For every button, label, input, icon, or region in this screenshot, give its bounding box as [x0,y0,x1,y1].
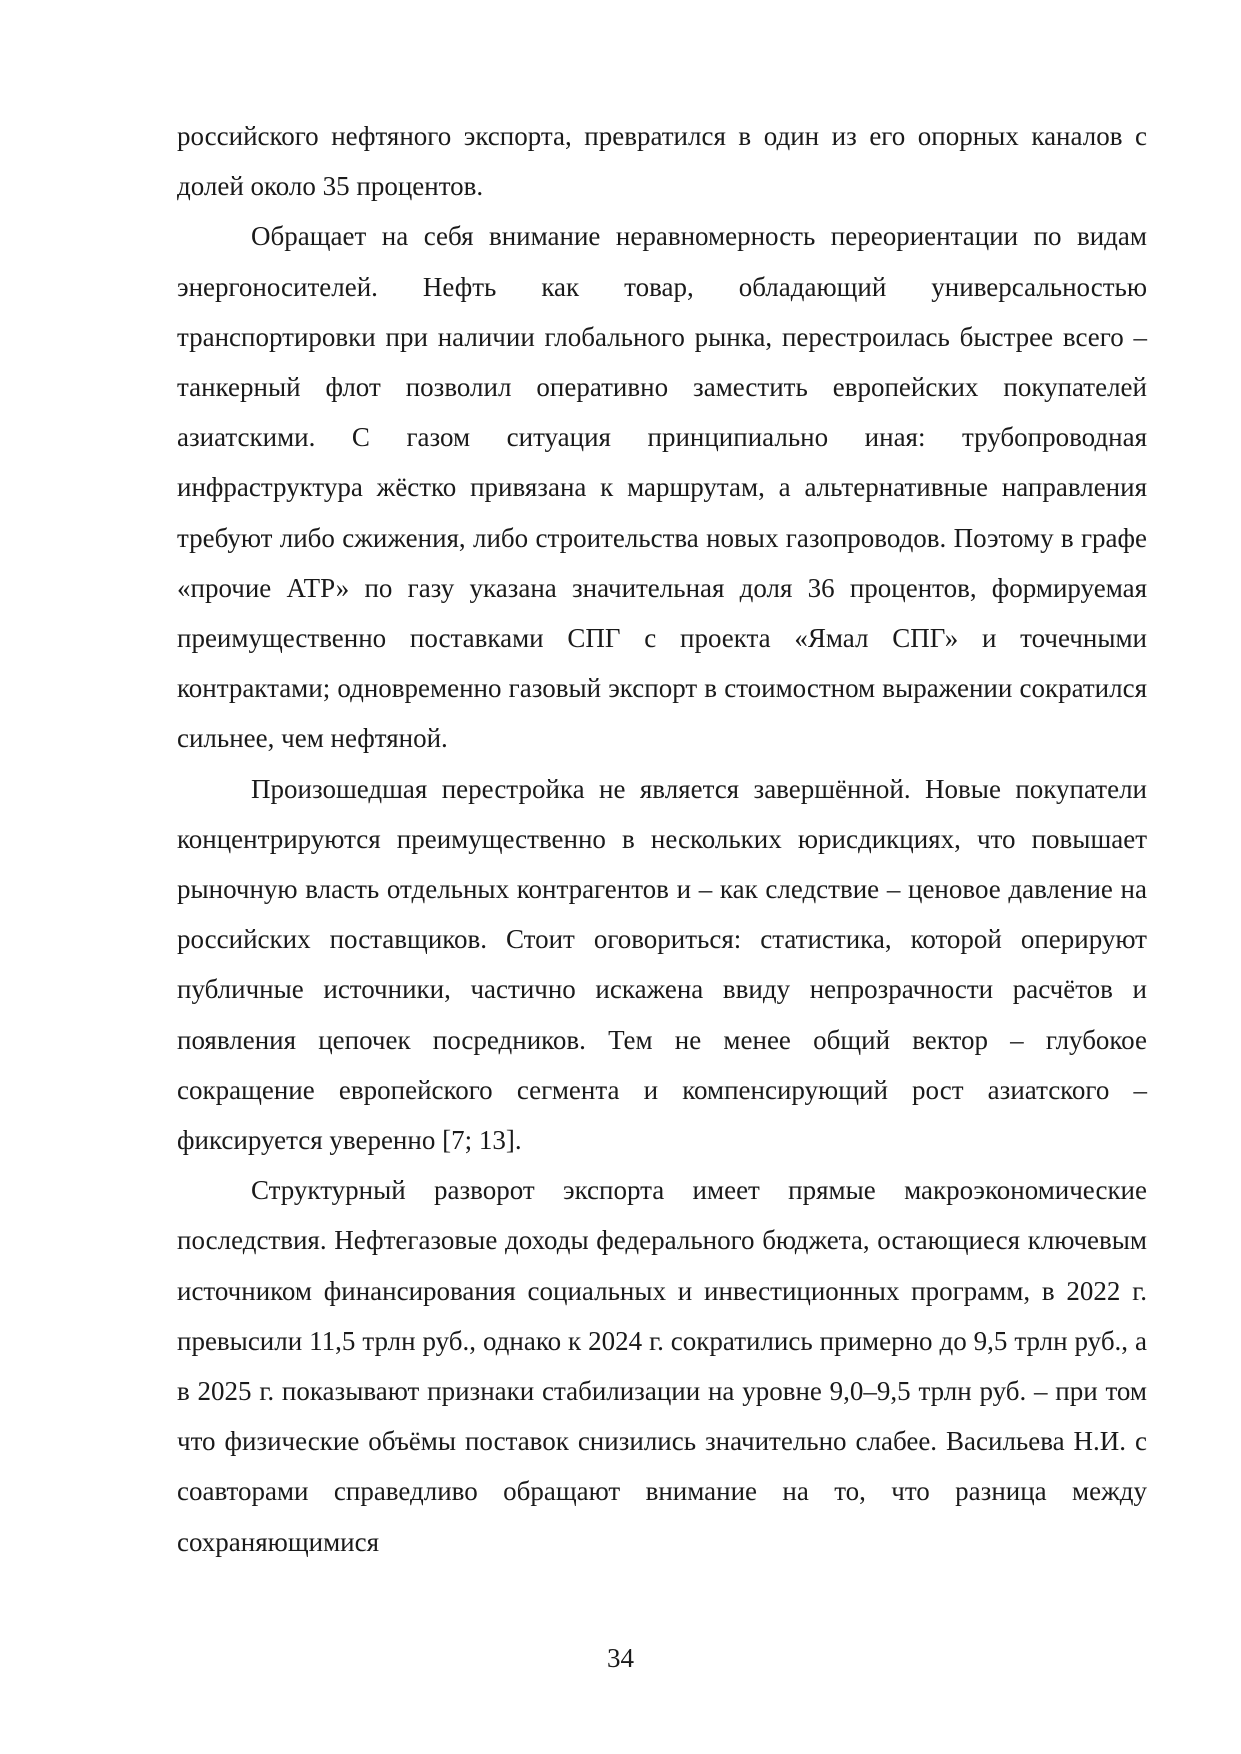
document-body [177,111,1147,1567]
paragraph-4: Структурный разворот экспорта имеет прямые макроэкономические последствия. Нефтегазовые доходы федерального бюджета, остающиеся ключевым источником финансирования социальных и инвестиционных программ, в 2022 г. превысили 11,5 трлн руб., однако к 2024 г. сократились примерно до 9,5 трлн руб., а в 2025 г. показывают признаки стабилизации на уровне 9,0–9,5 трлн руб. – при том что физические объёмы поставок снизились значительно слабее. Васильева Н.И. с соавторами справедливо обращают внимание на то, что разница между сохраняющимися [177,1175,1147,1557]
paragraph-1: российского нефтяного экспорта, превратился в один из его опорных каналов с долей около 35 процентов. [177,121,1147,202]
page-number: 34 [607,1643,634,1673]
paragraph-3: Произошедшая перестройка не является завершённой. Новые покупатели концентрируются преимущественно в нескольких юрисдикциях, что повышает рыночную власть отдельных контрагентов и – как следствие – ценовое давление на российских поставщиков. Стоит оговориться: статистика, которой оперируют публичные источники, частично искажена ввиду непрозрачности расчётов и появления цепочек посредников. Тем не менее общий вектор – глубокое сокращение европейского сегмента и компенсирующий рост азиатского – фиксируется уверенно [7; 13]. [177,773,1147,1156]
paragraph-2: Обращает на себя внимание неравномерность переориентации по видам энергоносителей. Нефть как товар, обладающий универсальностью транспортировки при наличии глобального рынка, перестроилась быстрее всего – танкерный флот позволил оперативно заместить европейских покупателей азиатскими. С газом ситуация принципиально иная: трубопроводная инфраструктура жёстко привязана к маршрутам, а альтернативные направления требуют либо сжижения, либо строительства новых газопроводов. Поэтому в графе «прочие АТР» по газу указана значительная доля 36 процентов, формируемая преимущественно поставками СПГ с проекта «Ямал СПГ» и точечными контрактами; одновременно газовый экспорт в стоимостном выражении сократился сильнее, чем нефтяной. [177,221,1147,754]
